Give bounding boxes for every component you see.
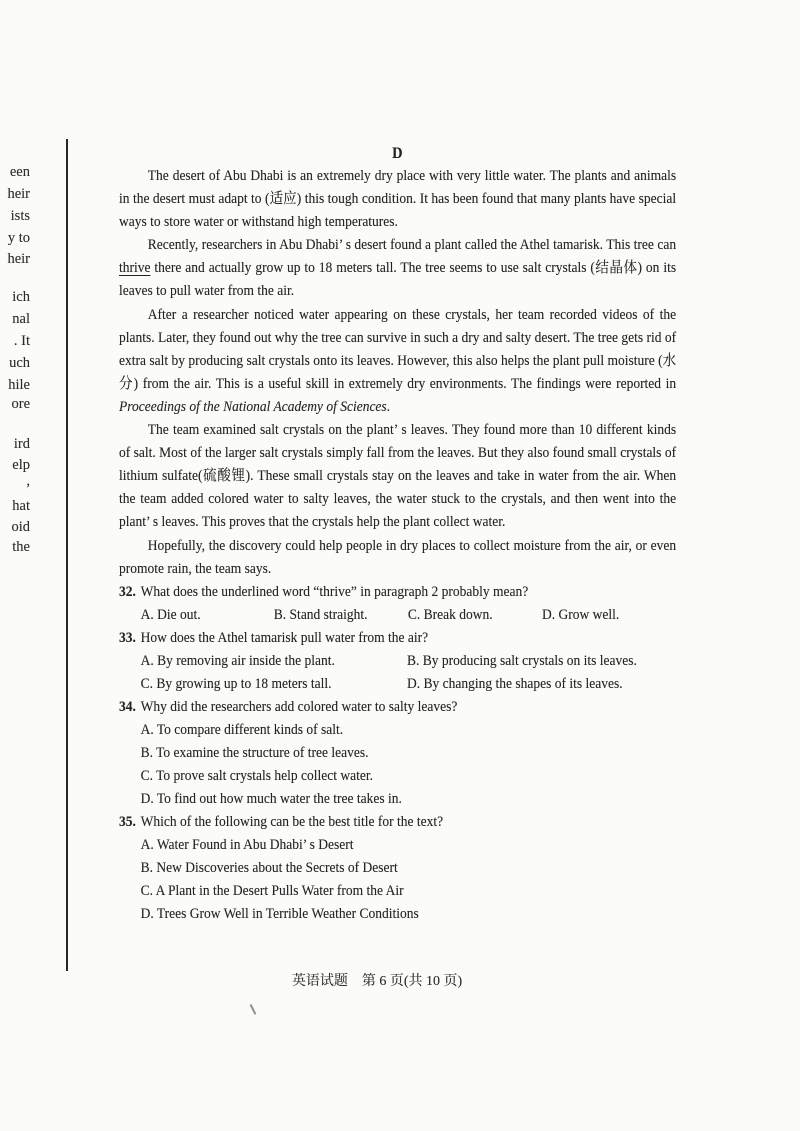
option-b: B. To examine the structure of tree leaves. — [140, 744, 369, 761]
margin-text-fragment: hat — [12, 498, 30, 514]
question-number: 32. — [119, 583, 136, 600]
journal-title: Proceedings of the National Academy of Sciences — [119, 398, 387, 415]
margin-text-fragment: ich — [12, 289, 30, 305]
option-c: C. Break down. — [407, 606, 493, 623]
question-stem — [119, 811, 676, 834]
margin-text-fragment: the — [12, 539, 30, 555]
option-c: C. By growing up to 18 meters tall. — [140, 675, 332, 692]
option-a: A. To compare different kinds of salt. — [140, 721, 344, 738]
passage-text: . — [386, 398, 391, 415]
option-b: B. New Discoveries about the Secrets of Desert — [140, 859, 398, 876]
question-stem — [119, 696, 676, 719]
question-number: 34. — [119, 698, 136, 715]
margin-text-fragment: uch — [9, 355, 30, 371]
question-33 — [119, 627, 676, 696]
passage-text: Hopefully, the discovery could help people in dry places to collect moisture from the air, or even promote rain, the team says. — [119, 537, 677, 577]
margin-text-fragment: oid — [11, 519, 30, 535]
passage-paragraph-2 — [119, 234, 676, 303]
options-row — [119, 673, 676, 696]
option-d: D. By changing the shapes of its leaves. — [407, 675, 623, 692]
question-text: What does the underlined word “thrive” in paragraph 2 probably mean? — [140, 583, 529, 600]
passage-text: there and actually grow up to 18 meters tall. The tree seems to use salt crystals (结晶体) on its leaves to pull water from the air. — [119, 260, 677, 300]
margin-text-fragment: nal — [12, 311, 30, 327]
option-b: B. By producing salt crystals on its leaves. — [407, 652, 637, 669]
option-c: C. To prove salt crystals help collect water. — [140, 767, 373, 784]
question-number: 33. — [119, 629, 136, 646]
passage-paragraph-1 — [119, 165, 676, 234]
reading-section-d — [119, 142, 676, 926]
options-row — [119, 650, 676, 673]
margin-text-fragment: , — [26, 473, 30, 489]
margin-text-fragment: hile — [8, 377, 30, 393]
margin-text-fragment: ists — [10, 208, 30, 224]
margin-text-fragment: . It — [13, 333, 30, 349]
question-text: How does the Athel tamarisk pull water from the air? — [140, 629, 429, 646]
question-35 — [119, 811, 676, 926]
option-a: A. By removing air inside the plant. — [140, 652, 335, 669]
passage-text: The team examined salt crystals on the plant’ s leaves. They found more than 10 different kinds of salt. Most of the larger salt crystals simply fall from the leaves. But they also found small crystals of lithium sulfate(硫酸锂). These small crystals stay on the leaves and take in water from the air. When the team added colored water to salty leaves, the water stuck to the crystals, and then went into the plant’ s leaves. This proves that the crystals help the plant collect water. — [119, 422, 677, 531]
options-row — [119, 604, 676, 627]
passage-text: Recently, researchers in Abu Dhabi’ s desert found a plant called the Athel tamarisk. This tree can — [147, 237, 677, 254]
margin-text-fragment: heir — [7, 251, 30, 267]
passage-paragraph-5 — [119, 535, 676, 581]
option-d: D. Grow well. — [542, 606, 620, 623]
question-stem — [119, 627, 676, 650]
option-c: C. A Plant in the Desert Pulls Water from the Air — [140, 882, 404, 899]
margin-text-fragment: een — [9, 164, 30, 180]
passage-text: After a researcher noticed water appearing on these crystals, her team recorded videos of the plants. Later, they found out why the tree can survive in such a dry and salty desert. The tree gets rid of extra salt by producing salt crystals onto its leaves. However, this also helps the plant pull moisture (水分) from the air. This is a useful skill in extremely dry environments. The findings were reported in — [119, 306, 677, 392]
question-34 — [119, 696, 676, 811]
question-32 — [119, 581, 676, 627]
question-text: Why did the researchers add colored water to salty leaves? — [140, 698, 458, 715]
passage-paragraph-4 — [119, 419, 676, 534]
option-d: D. To find out how much water the tree takes in. — [140, 790, 402, 807]
option-d: D. Trees Grow Well in Terrible Weather Conditions — [140, 905, 419, 922]
option-b: B. Stand straight. — [273, 606, 368, 623]
question-number: 35. — [119, 813, 136, 830]
margin-text-fragment: heir — [7, 186, 30, 202]
page-footer: 英语试题 第 6 页(共 10 页) — [291, 974, 463, 989]
margin-text-fragment: ird — [13, 436, 30, 452]
question-text: Which of the following can be the best title for the text? — [140, 813, 444, 830]
margin-text-fragment: ore — [11, 396, 30, 412]
section-label: D — [392, 145, 403, 162]
option-a: A. Die out. — [140, 606, 201, 623]
question-stem — [119, 581, 676, 604]
pen-mark — [250, 1004, 256, 1015]
page-fold-line — [66, 139, 68, 971]
underlined-word-thrive: thrive — [119, 260, 151, 277]
passage-paragraph-3 — [119, 304, 676, 419]
option-a: A. Water Found in Abu Dhabi’ s Desert — [140, 836, 354, 853]
passage-text: The desert of Abu Dhabi is an extremely dry place with very little water. The plants and animals in the desert must adapt to (适应) this tough condition. It has been found that many plants have special ways to store water or withstand high temperatures. — [119, 168, 677, 231]
margin-text-fragment: y to — [7, 230, 30, 246]
margin-text-fragment: elp — [12, 457, 30, 473]
